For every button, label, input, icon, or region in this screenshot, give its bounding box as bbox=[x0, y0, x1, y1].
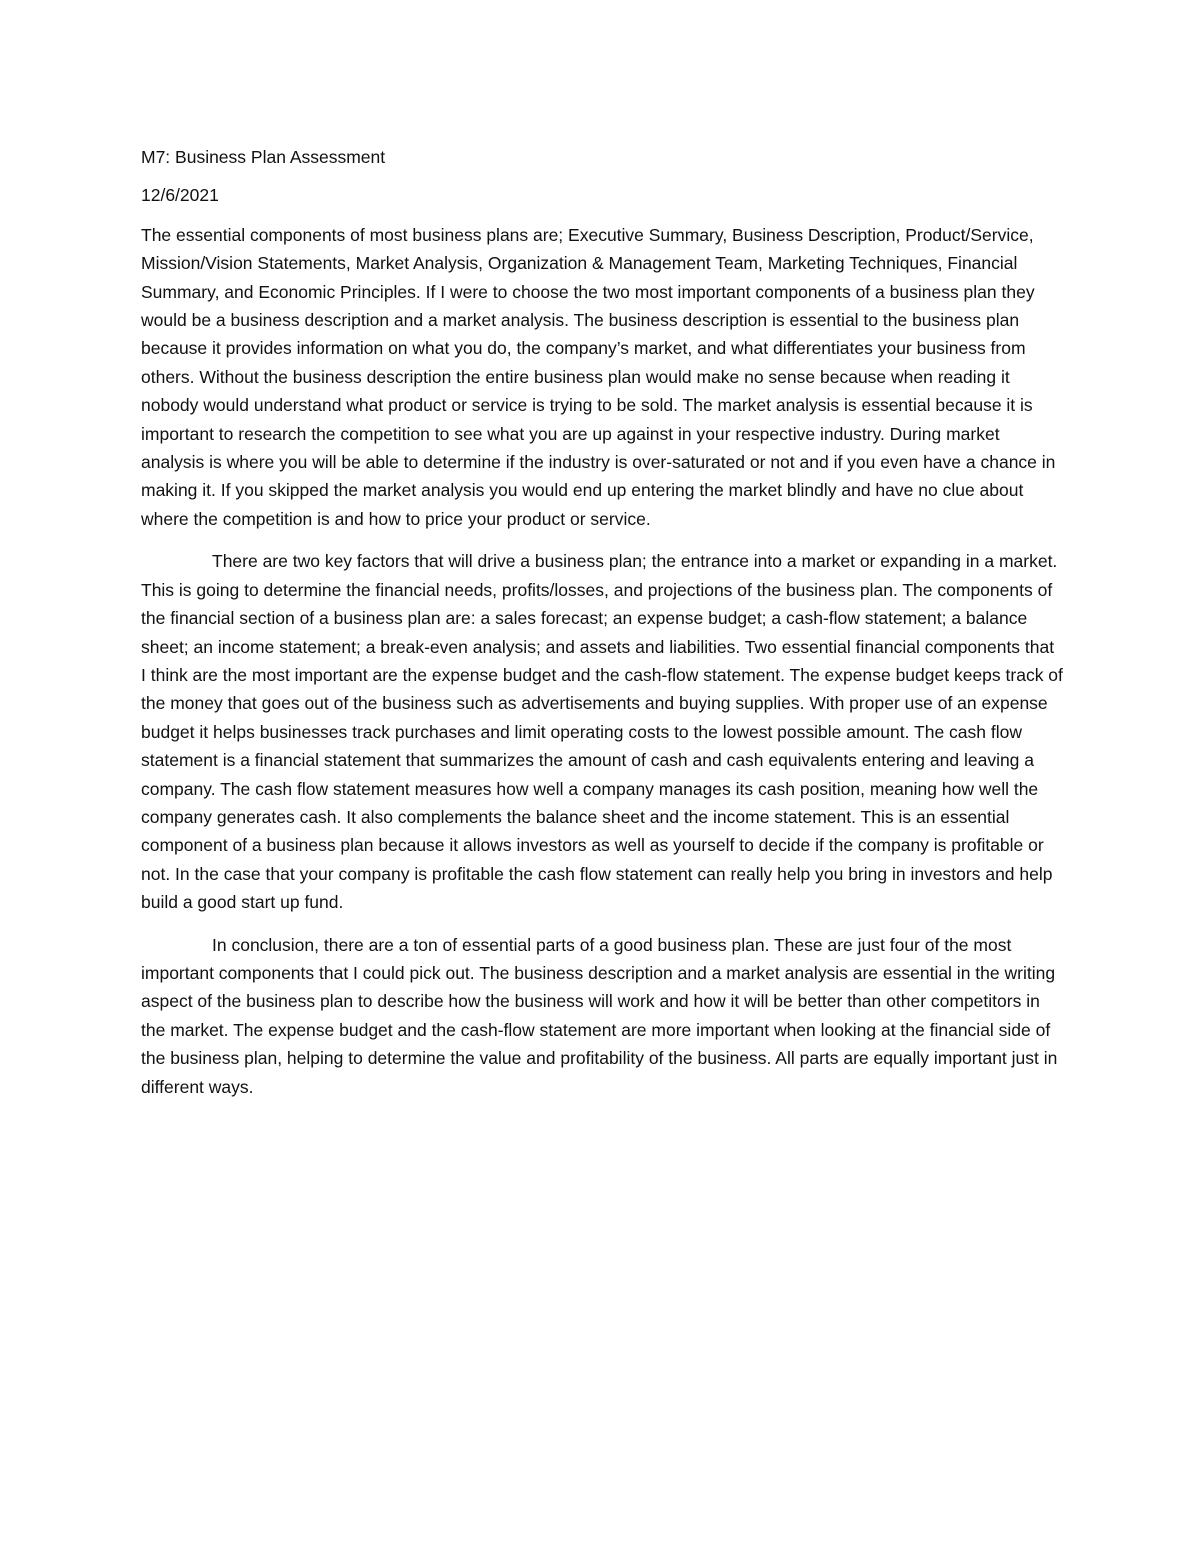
paragraph-financial-section: There are two key factors that will drive a business plan; the entrance into a market or expanding in a market. This is going to determine the financial needs, profits/losses, and projections of the business plan. The components of the financial section of a business plan are: a sales forecast; an expense budget; a cash-flow statement; a balance sheet; an income statement; a break-even analysis; and assets and liabilities. Two essential financial components that I think are the most important are the expense budget and the cash-flow statement. The expense budget keeps track of the money that goes out of the business such as advertisements and buying supplies. With proper use of an expense budget it helps businesses track purchases and limit operating costs to the lowest possible amount. The cash flow statement is a financial statement that summarizes the amount of cash and cash equivalents entering and leaving a company. The cash flow statement measures how well a company manages its cash position, meaning how well the company generates cash. It also complements the balance sheet and the income statement. This is an essential component of a business plan because it allows investors as well as yourself to decide if the company is profitable or not. In the case that your company is profitable the cash flow statement can really help you bring in investors and help build a good start up fund. bbox=[141, 551, 1063, 913]
paragraph-essential-components: The essential components of most business plans are; Executive Summary, Business Description, Product/Service, Mission/Vision Statements, Market Analysis, Organization & Management Team, Marketing Techniques, Financial Summary, and Economic Principles. If I were to choose the two most important components of a business plan they would be a business description and a market analysis. The business description is essential to the business plan because it provides information on what you do, the company’s market, and what differentiates your business from others. Without the business description the entire business plan would make no sense because when reading it nobody would understand what product or service is trying to be sold. The market analysis is essential because it is important to research the competition to see what you are up against in your respective industry. During market analysis is where you will be able to determine if the industry is over-saturated or not and if you even have a chance in making it. If you skipped the market analysis you would end up entering the market blindly and have no clue about where the competition is and how to price your product or service. bbox=[141, 224, 1056, 529]
document-date: 12/6/2021 bbox=[141, 185, 219, 206]
document-body bbox=[141, 143, 1063, 1115]
paragraph-conclusion: In conclusion, there are a ton of essential parts of a good business plan. These are just four of the most important components that I could pick out. The business description and a market analysis are essential in the writing aspect of the business plan to describe how the business will work and how it will be better than other competitors in the market. The expense budget and the cash-flow statement are more important when looking at the financial side of the business plan, helping to determine the value and profitability of the business. All parts are equally important just in different ways. bbox=[141, 934, 1058, 1097]
document-title: M7: Business Plan Assessment bbox=[141, 147, 386, 167]
